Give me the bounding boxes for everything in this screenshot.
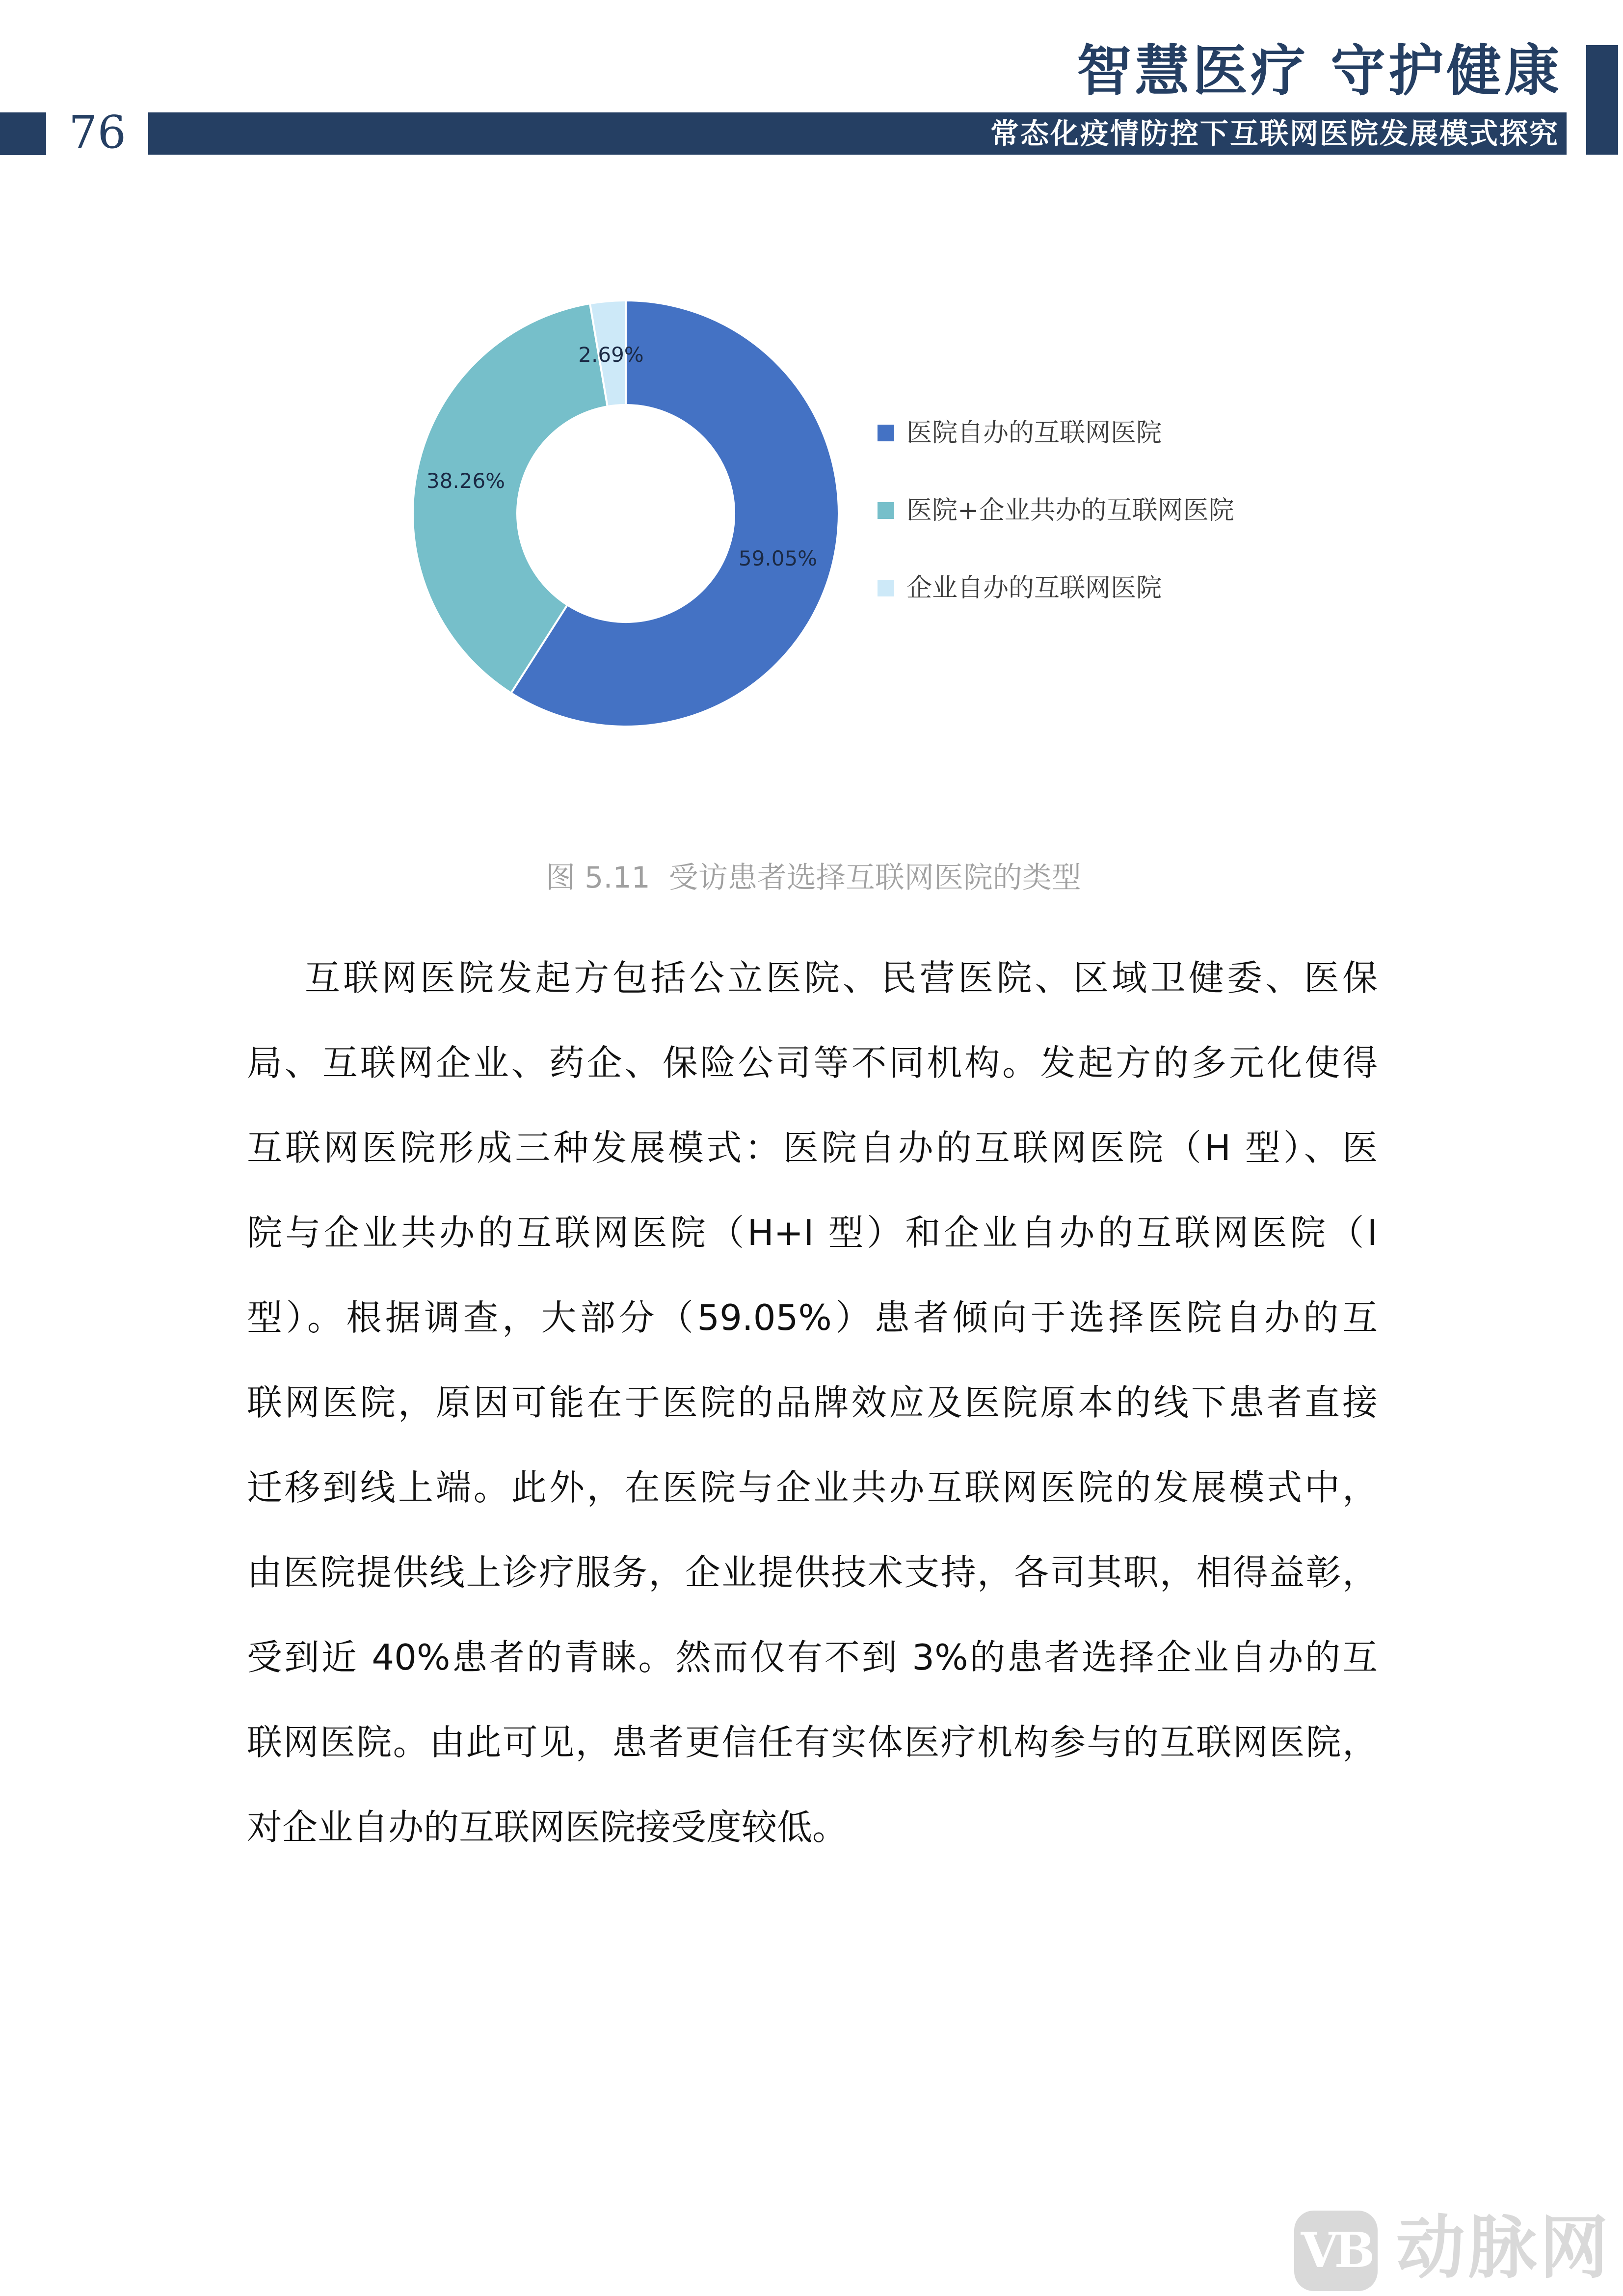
body-line: 院与企业共办的互联网医院（H+I 型）和企业自办的互联网医院（I — [247, 1212, 1378, 1253]
body-line: 由医院提供线上诊疗服务，企业提供技术支持，各司其职，相得益彰， — [247, 1552, 1378, 1593]
header-right-block — [1586, 45, 1618, 155]
body-line: 局、互联网企业、药企、保险公司等不同机构。发起方的多元化使得 — [247, 1042, 1378, 1083]
legend-swatch-icon — [878, 502, 894, 519]
body-line: 受到近 40%患者的青睐。然而仅有不到 3%的患者选择企业自办的互 — [247, 1637, 1378, 1678]
watermark-text: 动脉网 — [1396, 2208, 1612, 2288]
body-line: 互联网医院发起方包括公立医院、民营医院、区域卫健委、医保 — [305, 957, 1378, 999]
legend-label: 医院+企业共办的互联网医院 — [906, 496, 1234, 525]
body-paragraph — [247, 936, 1378, 1870]
slice-label-hospital-run: 59.05% — [738, 546, 818, 570]
body-line: 对企业自办的互联网医院接受度较低。 — [247, 1807, 848, 1848]
body-line: 联网医院。由此可见，患者更信任有实体医疗机构参与的互联网医院， — [247, 1722, 1378, 1763]
body-line: 联网医院，原因可能在于医院的品牌效应及医院原本的线下患者直接 — [247, 1382, 1378, 1423]
body-line: 型）。根据调查，大部分（59.05%）患者倾向于选择医院自办的互 — [247, 1297, 1378, 1338]
legend-label: 企业自办的互联网医院 — [906, 573, 1162, 603]
legend-label: 医院自办的互联网医院 — [906, 418, 1162, 448]
legend-item-hospital-run — [878, 417, 1162, 449]
header-left-block — [0, 112, 46, 155]
header-title: 智慧医疗 守护健康 — [1077, 39, 1562, 103]
legend-item-joint — [878, 495, 1234, 526]
figure-caption: 图 5.11 受访患者选择互联网医院的类型 — [546, 861, 1081, 895]
header-subtitle: 常态化疫情防控下互联网医院发展模式探究 — [990, 117, 1559, 150]
legend-item-enterprise-run — [878, 572, 1162, 604]
legend-swatch-icon — [878, 580, 894, 596]
body-line: 迁移到线上端。此外，在医院与企业共办互联网医院的发展模式中， — [247, 1467, 1378, 1508]
page-number: 76 — [69, 106, 127, 159]
donut-chart — [402, 290, 854, 741]
body-line: 互联网医院形成三种发展模式：医院自办的互联网医院（H 型）、医 — [247, 1127, 1378, 1168]
slice-label-enterprise-run: 2.69% — [578, 343, 644, 367]
watermark-logo-icon: VB — [1294, 2211, 1378, 2291]
legend-swatch-icon — [878, 425, 894, 441]
slice-label-joint: 38.26% — [426, 469, 506, 493]
